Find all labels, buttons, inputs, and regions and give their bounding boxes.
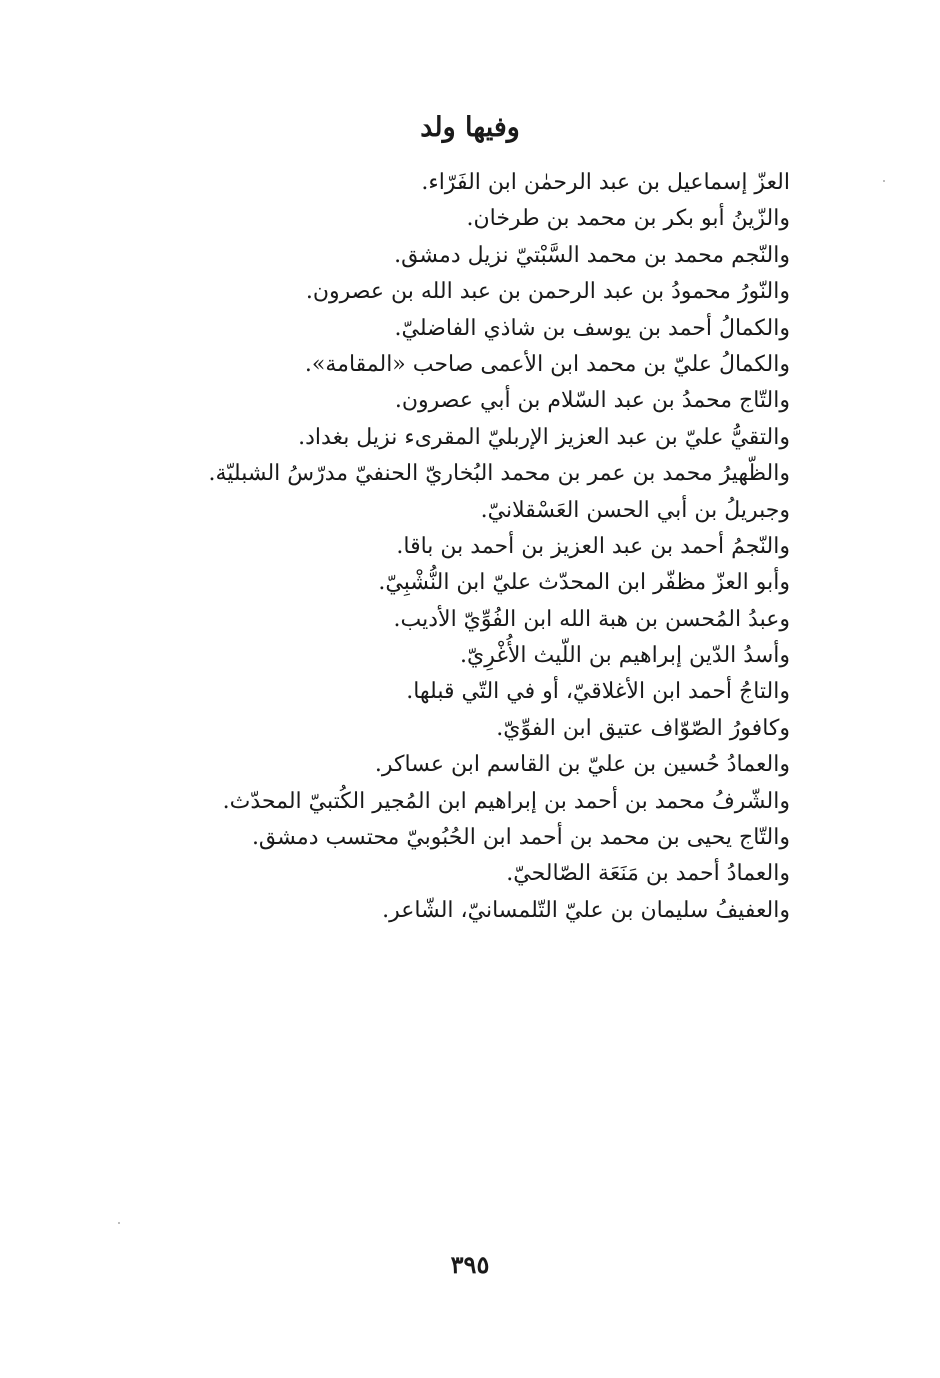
list-item: والظّهيرُ محمد بن عمر بن محمد البُخاريّ الحنفيّ مدرّسُ الشبليّة. — [208, 461, 790, 487]
list-item: والتقيُّ عليّ بن عبد العزيز الإربليّ المقرىء نزيل بغداد. — [298, 424, 790, 450]
list-item: وأبو العزّ مظفّر ابن المحدّث عليّ ابن النُّشْبِيّ. — [378, 570, 790, 596]
scan-speck — [883, 180, 885, 182]
list-item: والعفيفُ سليمان بن عليّ التّلمسانيّ، الشّاعر. — [382, 897, 790, 923]
scan-speck — [118, 1222, 120, 1224]
section-heading: وفيها ولد — [420, 112, 520, 143]
list-item: والعمادُ حُسين بن عليّ بن القاسم ابن عساكر. — [374, 752, 790, 778]
list-item: والتاجُ أحمد ابن الأغلاقيّ، أو في التّي قبلها. — [406, 679, 790, 705]
list-item: والكمالُ أحمد بن يوسف بن شاذي الفاضليّ. — [394, 315, 790, 341]
list-item: والنّورُ محمودُ بن عبد الرحمن بن عبد الله بن عصرون. — [305, 279, 790, 305]
list-item: والزّينُ أبو بكر بن محمد بن طرخان. — [466, 206, 790, 232]
list-item: وأسدُ الدّين إبراهيم بن اللّيث الأُغْرِيّ. — [459, 643, 790, 669]
list-item: والكمالُ عليّ بن محمد ابن الأعمى صاحب «المقامة». — [304, 351, 790, 377]
list-item: والتّاج يحيى بن محمد بن أحمد ابن الحُبُوبيّ محتسب دمشق. — [251, 825, 790, 851]
list-item: وجبريلُ بن أبي الحسن العَسْقلانيّ. — [480, 497, 790, 523]
list-item: وكافورُ الصّوّاف عتيق ابن الفوِّيّ. — [496, 715, 790, 741]
list-item: العزّ إسماعيل بن عبد الرحمٰن ابن الفَرّاء. — [421, 170, 790, 195]
list-item: والشّرفُ محمد بن أحمد بن إبراهيم ابن المُجير الكُتبيّ المحدّث. — [222, 788, 790, 814]
list-item: والنّجم محمد بن محمد السَّبْتيّ نزيل دمشق. — [394, 242, 790, 268]
list-item: والعمادُ أحمد بن مَنَعَة الصّالحيّ. — [506, 861, 790, 887]
list-item: وعبدُ المُحسن بن هبة الله ابن الفُوِّيّ الأديب. — [393, 606, 790, 632]
list-item: والنّجمُ أحمد بن عبد العزيز بن أحمد بن باقا. — [396, 533, 790, 559]
list-item: والتّاج محمدُ بن عبد السّلام بن أبي عصرون. — [394, 388, 790, 414]
page-number: ٣٩٥ — [450, 1250, 490, 1279]
entries-list — [150, 165, 790, 929]
